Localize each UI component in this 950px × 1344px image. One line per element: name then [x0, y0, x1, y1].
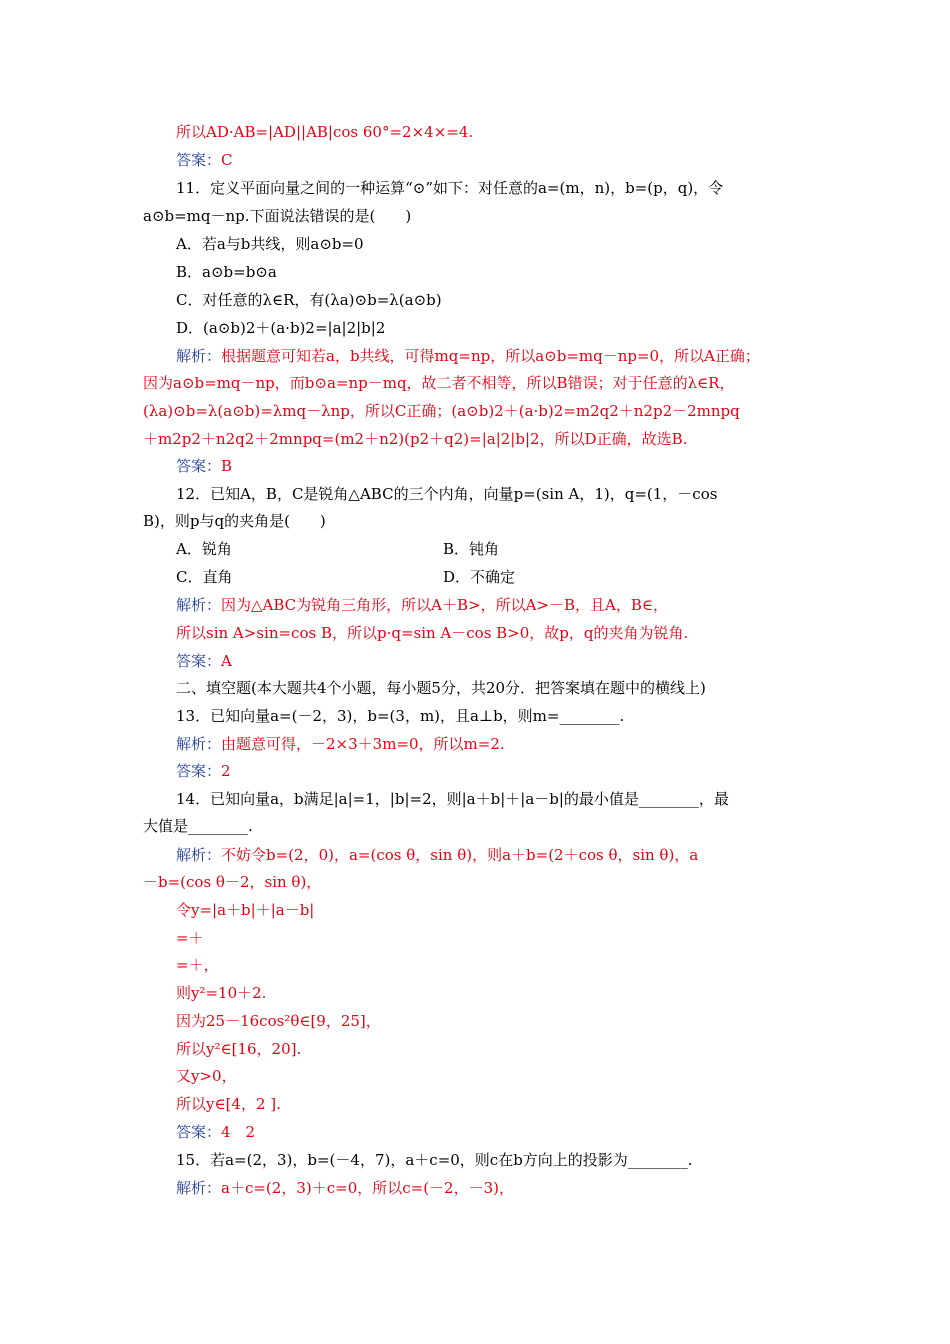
text-line — [176, 955, 219, 975]
text-line — [176, 734, 505, 754]
text-line — [176, 262, 277, 282]
answer-label: 解析： — [176, 735, 222, 753]
text-line — [176, 595, 668, 615]
text-line — [176, 484, 717, 504]
answer-label: 答案： — [176, 151, 222, 169]
text-line — [176, 567, 232, 587]
text-line — [143, 401, 740, 421]
text-line — [176, 150, 233, 170]
answer-label: 解析： — [176, 846, 222, 864]
text-line — [176, 706, 624, 726]
text-segment: A．锐角 — [176, 540, 232, 558]
text-line — [176, 789, 729, 809]
answer-label: 答案： — [176, 762, 222, 780]
text-line — [176, 1066, 237, 1086]
text-segment: 所以y∈[4，2 ]. — [176, 1095, 281, 1113]
text-segment: 不妨令b=(2，0)，a=(cos θ，sin θ)，则a＋b=(2＋cos θ，sin θ)，a — [221, 846, 699, 864]
text-line — [176, 1039, 301, 1059]
text-segment: =＋ — [176, 929, 204, 947]
text-line — [176, 290, 442, 310]
text-line — [176, 1011, 381, 1031]
text-segment: 12．已知A，B，C是锐角△ABC的三个内角，向量p=(sin A，1)，q=(1，－cos — [176, 485, 718, 503]
text-line — [176, 651, 232, 671]
text-line — [176, 928, 204, 948]
text-segment: =＋， — [176, 956, 219, 974]
answer-label: 答案： — [176, 652, 222, 670]
text-segment: 因为a⊙b=mq－np，而b⊙a=np－mq，故二者不相等，所以B错误；对于任意的λ∈R， — [143, 374, 735, 392]
answer-label: 答案： — [176, 1123, 222, 1141]
text-segment: C — [221, 151, 233, 169]
text-line — [176, 122, 473, 142]
text-segment: B)，则p与q的夹角是( ) — [143, 512, 326, 530]
text-line — [176, 678, 706, 698]
text-segment: B — [221, 457, 233, 475]
text-line — [143, 872, 321, 892]
text-segment: 因为△ABC为锐角三角形，所以A＋B>，所以A>－B，且A，B∈， — [221, 596, 668, 614]
text-line — [143, 511, 326, 531]
text-segment: a⊙b=mq－np.下面说法错误的是( ) — [143, 207, 412, 225]
option-right: D．不确定 — [443, 568, 516, 586]
text-segment: A．若a与b共线，则a⊙b=0 — [176, 235, 364, 253]
text-segment: 4 2 — [221, 1123, 256, 1141]
text-segment: C．对任意的λ∈R，有(λa)⊙b=λ(a⊙b) — [176, 291, 442, 309]
text-line — [176, 1122, 255, 1142]
text-line — [176, 1094, 281, 1114]
text-segment: 13．已知向量a=(－2，3)，b=(3，m)，且a⊥b，则m=________. — [176, 707, 625, 725]
text-line — [176, 1150, 693, 1170]
text-line — [176, 900, 314, 920]
text-segment: 二、填空题(本大题共4个小题，每小题5分，共20分．把答案填在题中的横线上) — [176, 679, 706, 697]
text-line — [176, 845, 698, 865]
text-segment: 根据题意可知若a，b共线，可得mq=np，所以a⊙b=mq－np=0，所以A正确； — [221, 347, 760, 365]
text-segment: 14．已知向量a，b满足|a|=1，|b|=2，则|a＋b|＋|a－b|的最小值是________，最 — [176, 790, 729, 808]
text-segment: 则y²=10＋2. — [176, 984, 267, 1002]
text-segment: ＋m2p2＋n2q2＋2mnpq=(m2＋n2)(p2＋q2)=|a|2|b|2，所以D正确，故选B. — [143, 430, 688, 448]
text-line — [176, 983, 266, 1003]
text-line — [176, 539, 232, 559]
answer-label: 解析： — [176, 1179, 222, 1197]
text-segment: －b=(cos θ－2，sin θ)， — [143, 873, 322, 891]
text-segment: 大值是________. — [143, 817, 253, 835]
text-line — [143, 429, 687, 449]
text-line — [176, 623, 688, 643]
text-segment: 所以y²∈[16，20]. — [176, 1040, 302, 1058]
text-segment: 2 — [221, 762, 231, 780]
text-line — [176, 346, 760, 366]
text-line — [176, 456, 232, 476]
text-line — [176, 234, 364, 254]
text-segment: 所以AD·AB=|AD||AB|cos 60°=2×4×=4. — [176, 123, 474, 141]
text-segment: A — [221, 652, 232, 670]
text-segment: a＋c=(2，3)＋c=0，所以c=(－2，－3)， — [221, 1179, 514, 1197]
text-segment: 又y>0， — [176, 1067, 237, 1085]
answer-label: 解析： — [176, 596, 222, 614]
answer-label: 答案： — [176, 457, 222, 475]
text-line — [143, 816, 253, 836]
text-segment: 11．定义平面向量之间的一种运算“⊙”如下：对任意的a=(m，n)，b=(p，q)，令 — [176, 179, 724, 197]
text-segment: 令y=|a＋b|＋|a－b| — [176, 901, 315, 919]
text-segment: 因为25－16cos²θ∈[9，25]， — [176, 1012, 381, 1030]
text-line — [176, 178, 723, 198]
text-segment: B．a⊙b=b⊙a — [176, 263, 277, 281]
text-segment: 由题意可得，－2×3＋3m=0，所以m=2. — [221, 735, 505, 753]
answer-label: 解析： — [176, 347, 222, 365]
text-line — [176, 1178, 514, 1198]
text-segment: C．直角 — [176, 568, 233, 586]
text-line — [143, 373, 734, 393]
text-line — [143, 206, 411, 226]
text-segment: 所以sin A>sin=cos B，所以p·q=sin A－cos B>0，故p，q的夹角为锐角. — [176, 624, 689, 642]
text-line — [176, 318, 385, 338]
text-segment: 15．若a=(2，3)，b=(－4，7)，a＋c=0，则c在b方向上的投影为________. — [176, 1151, 693, 1169]
text-line — [176, 761, 231, 781]
text-segment: D．(a⊙b)2＋(a·b)2=|a|2|b|2 — [176, 319, 386, 337]
text-segment: (λa)⊙b=λ(a⊙b)=λmq－λnp，所以C正确；(a⊙b)2＋(a·b)2=m2q2＋n2p2－2mnpq — [143, 402, 740, 420]
option-right: B．钝角 — [443, 540, 500, 558]
